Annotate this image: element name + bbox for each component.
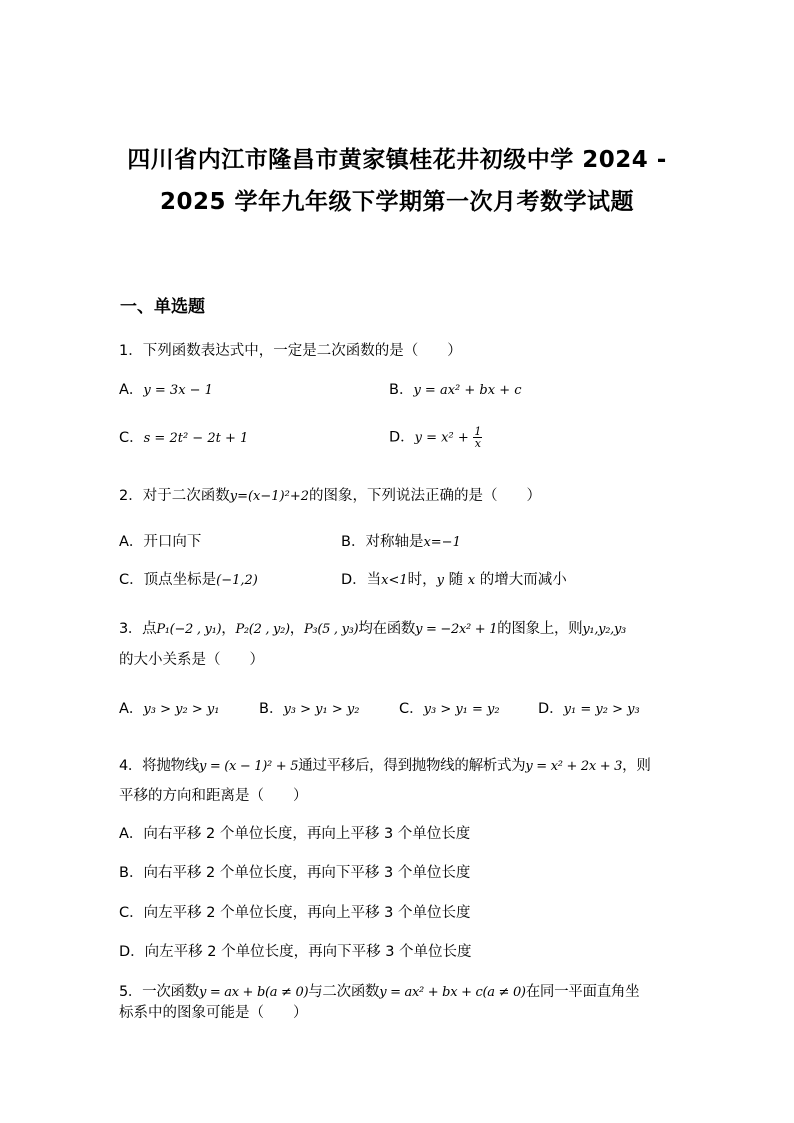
q3-stem-line-2: 的大小关系是（ ） [119, 652, 264, 668]
section-heading: 一、单选题 [120, 297, 205, 317]
exam-title-line-2: 2025 学年九年级下学期第一次月考数学试题 [159, 189, 635, 215]
q4-option-d: D．向左平移 2 个单位长度，再向下平移 3 个单位长度 [119, 944, 472, 960]
q1-option-c: C．s = 2t² − 2t + 1 [119, 430, 249, 446]
fraction-1-over-x: $\frac{1}{x}$ [474, 425, 482, 450]
q3-stem: 3．点P₁(−2 , y₁)，P₂(2 , y₂)，P₃(5 , y₃)均在函数y = −2x² + 1的图象上，则y₁,y₂,y₃ [119, 621, 626, 637]
q4-option-b: B．向右平移 2 个单位长度，再向下平移 3 个单位长度 [119, 865, 471, 881]
q4-stem-line-2: 平移的方向和距离是（ ） [119, 788, 308, 804]
q1-option-a: A．y = 3x − 1 [119, 382, 213, 398]
q1-stem: 1．下列函数表达式中，一定是二次函数的是（ ） [119, 343, 462, 359]
q2-option-c: C．顶点坐标是(−1,2) [119, 572, 258, 588]
q5-stem: 5．一次函数y = ax + b(a ≠ 0)与二次函数y = ax² + bx + c(a ≠ 0)在同一平面直角坐 [119, 984, 640, 1000]
q3-option-c: C．y₃ > y₁ = y₂ [399, 701, 500, 717]
q3-option-d: D．y₁ = y₂ > y₃ [538, 701, 640, 717]
q2-stem: 2．对于二次函数y=(x−1)²+2的图象，下列说法正确的是（ ） [119, 488, 541, 504]
q3-option-b: B．y₃ > y₁ > y₂ [259, 701, 360, 717]
q1-option-b: B．y = ax² + bx + c [389, 382, 522, 398]
q4-option-c: C．向左平移 2 个单位长度，再向上平移 3 个单位长度 [119, 905, 471, 921]
exam-title-line-1: 四川省内江市隆昌市黄家镇桂花井初级中学 2024 - [127, 147, 667, 173]
q5-stem-line-2: 标系中的图象可能是（ ） [119, 1005, 308, 1021]
q1-option-d: D．y = x² + $\frac{1}{x}$ [389, 425, 482, 450]
q2-option-b: B．对称轴是x=−1 [341, 534, 461, 550]
q3-option-a: A．y₃ > y₂ > y₁ [119, 701, 220, 717]
q2-option-a: A．开口向下 [119, 534, 202, 550]
q4-option-a: A．向右平移 2 个单位长度，再向上平移 3 个单位长度 [119, 826, 471, 842]
q2-option-d: D．当x<1时，y 随 x 的增大而减小 [341, 572, 567, 588]
q4-stem: 4．将抛物线y = (x − 1)² + 5通过平移后，得到抛物线的解析式为y = x² + 2x + 3，则 [119, 758, 651, 774]
